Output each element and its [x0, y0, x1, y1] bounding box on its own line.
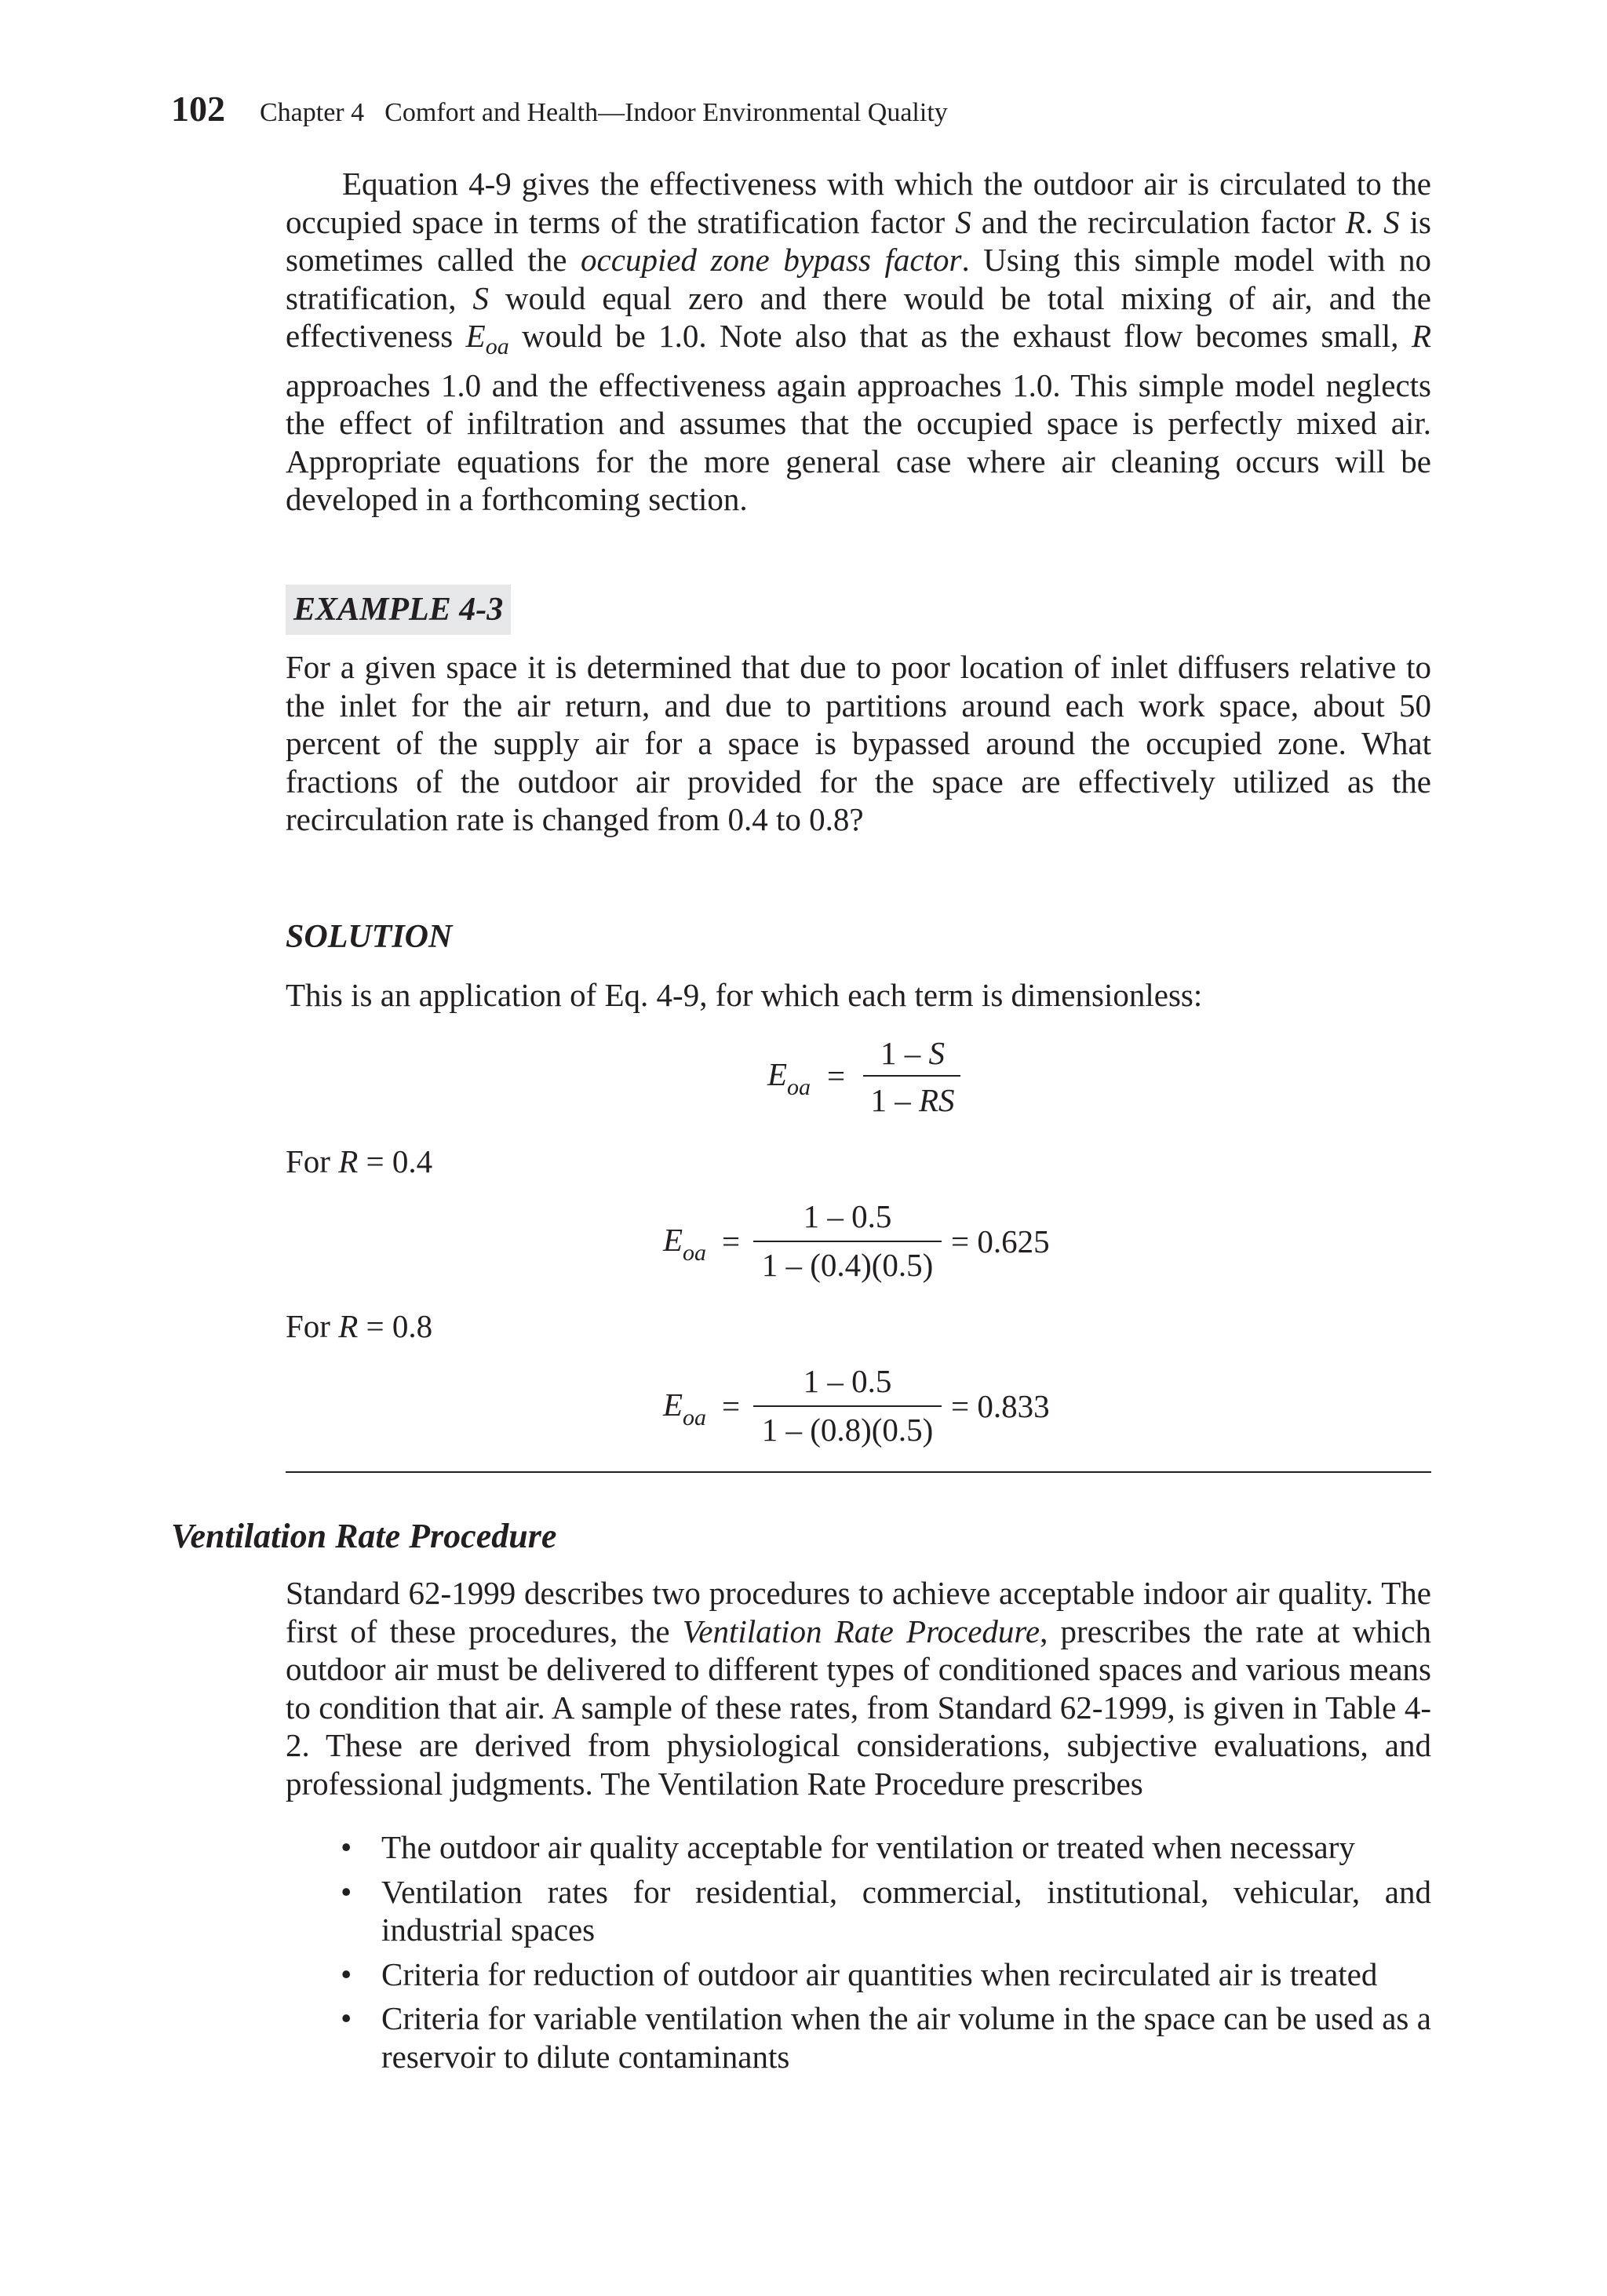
- term-ventilation-rate-procedure: Ventilation Rate Procedure: [682, 1613, 1040, 1649]
- bullet-icon: •: [341, 1829, 352, 1865]
- label-text: = 0.4: [358, 1143, 433, 1179]
- text-run: Equation 4-9 gives the effectiveness with which the outdoor air is circulated to the occupied space in terms of the stratification factor: [286, 166, 1431, 240]
- bullet-icon: •: [341, 2000, 352, 2036]
- example-text-block: [286, 648, 1431, 839]
- intro-paragraph: [286, 165, 1431, 519]
- lhs-subscript: oa: [787, 1074, 811, 1100]
- case-2-label: [286, 1307, 432, 1345]
- term-occupied-zone-bypass-factor: occupied zone bypass factor: [581, 242, 962, 278]
- variable-r: R: [338, 1143, 359, 1179]
- fraction-bar: [753, 1241, 942, 1242]
- example-text: For a given space it is determined that due to poor location of inlet diffusers relative to the inlet for the air return, and due to partitions around each work space, about 50 percent of the supply air for a space is bypassed around the occupied zone. What fractions of the outdoor air provided for the space are effectively utilized as the recirculation rate is changed from 0.4 to 0.8?: [286, 649, 1431, 837]
- equals-sign: =: [827, 1058, 846, 1094]
- bullet-icon: •: [341, 1873, 352, 1910]
- lhs-subscript: oa: [683, 1240, 707, 1266]
- fraction-numerator: 1 – 0.5: [803, 1363, 892, 1399]
- variable-e: E: [465, 318, 486, 354]
- numerator-text: 1 –: [880, 1035, 929, 1071]
- lhs-subscript: oa: [683, 1405, 707, 1430]
- list-item-text: The outdoor air quality acceptable for ventilation or treated when necessary: [381, 1829, 1355, 1865]
- fraction-bar: [863, 1075, 960, 1077]
- chapter-title: Comfort and Health—Indoor Environmental Quality: [384, 98, 948, 127]
- fraction-bar: [753, 1405, 942, 1407]
- prescription-list: [341, 1828, 1431, 2082]
- text-run: is sometimes called the: [286, 203, 1431, 278]
- solution-heading: SOLUTION: [286, 919, 453, 955]
- fraction-denominator: [862, 1081, 964, 1119]
- equals-sign: =: [722, 1223, 741, 1259]
- text-run: approaches 1.0 and the effectiveness again approaches 1.0. This simple model neglects the effect of infiltration and assumes that the occupied space is perfectly mixed air. Appropriate equations for the more general case where air cleaning occurs will be developed in a forthcoming section.: [286, 366, 1431, 518]
- example-end-rule: [286, 1471, 1431, 1473]
- text-run: and the recirculation factor: [971, 203, 1346, 240]
- example-label: EXAMPLE 4-3: [286, 585, 511, 635]
- variable-s: S: [1383, 203, 1400, 240]
- intro-paragraph-block: [286, 165, 1431, 519]
- section-heading: Ventilation Rate Procedure: [171, 1517, 557, 1555]
- case-1-label: [286, 1143, 432, 1180]
- list-item: [341, 1828, 1431, 1867]
- equation-result: = 0.625: [951, 1223, 1050, 1259]
- list-item-text: Criteria for reduction of outdoor air quantities when recirculated air is treated: [381, 1955, 1378, 1992]
- solution-intro: This is an application of Eq. 4-9, for which each term is dimensionless:: [286, 977, 1203, 1013]
- fraction-numerator: 1 – 0.5: [803, 1198, 892, 1234]
- list-item: [341, 1955, 1431, 1994]
- equation-result: = 0.833: [951, 1388, 1050, 1424]
- equation-lhs: [663, 1221, 706, 1266]
- lhs-symbol: E: [663, 1387, 683, 1423]
- fraction-numerator: [869, 1034, 956, 1072]
- equals-sign: =: [722, 1388, 741, 1424]
- equation-lhs: [663, 1386, 706, 1431]
- list-item-text: Criteria for variable ventilation when the air volume in the space can be used as a reservoir to dilute contaminants: [381, 2000, 1431, 2075]
- page-number: 102: [171, 89, 225, 129]
- variable-r: R: [1411, 318, 1432, 354]
- label-text: For: [286, 1143, 339, 1179]
- text-run: .: [1365, 203, 1384, 240]
- text-run: , prescribes the rate at which outdoor air must be delivered to different types of conditioned spaces and various means to condition that air. A sample of these rates, from Standard 62-1999, is given in Table 4-2. These are derived from physiological considerations, subjective evaluations, and professional judgments. The Ventilation Rate Procedure prescribes: [286, 1613, 1431, 1802]
- list-item: [341, 1999, 1431, 2076]
- bullet-icon: •: [341, 1955, 352, 1992]
- running-header: [171, 88, 948, 129]
- lhs-symbol: E: [663, 1222, 683, 1258]
- text-run: would equal zero and there would be total mixing of air, and the effectiveness: [286, 279, 1431, 354]
- solution-intro-block: [286, 976, 1431, 1015]
- denominator-text: 1 –: [870, 1082, 919, 1118]
- fraction-denominator: 1 – (0.8)(0.5): [761, 1412, 934, 1448]
- variable-s: S: [955, 203, 971, 240]
- text-run: would be 1.0. Note also that as the exhaust flow becomes small,: [508, 318, 1412, 354]
- numerator-variable: S: [928, 1035, 945, 1071]
- variable-r: R: [1345, 203, 1365, 240]
- fraction-denominator: 1 – (0.4)(0.5): [761, 1247, 934, 1283]
- equation-lhs: [767, 1055, 811, 1101]
- variable-r: R: [338, 1308, 359, 1344]
- label-text: = 0.8: [358, 1308, 433, 1344]
- section-paragraph-block: [286, 1574, 1431, 1802]
- text-run: Standard 62-1999 describes two procedures to achieve acceptable indoor air quality. The first of these procedures, the: [286, 1575, 1431, 1649]
- subscript-oa: oa: [485, 333, 509, 360]
- lhs-symbol: E: [767, 1056, 788, 1092]
- denominator-variable: RS: [918, 1082, 955, 1118]
- label-text: For: [286, 1308, 339, 1344]
- chapter-label: Chapter 4: [260, 98, 365, 127]
- list-item: [341, 1873, 1431, 1949]
- variable-s: S: [472, 279, 489, 316]
- list-item-text: Ventilation rates for residential, commercial, institutional, vehicular, and industrial spaces: [381, 1873, 1431, 1948]
- section-paragraph: [286, 1574, 1431, 1802]
- text-run: . Using this simple model with no stratification,: [286, 242, 1431, 316]
